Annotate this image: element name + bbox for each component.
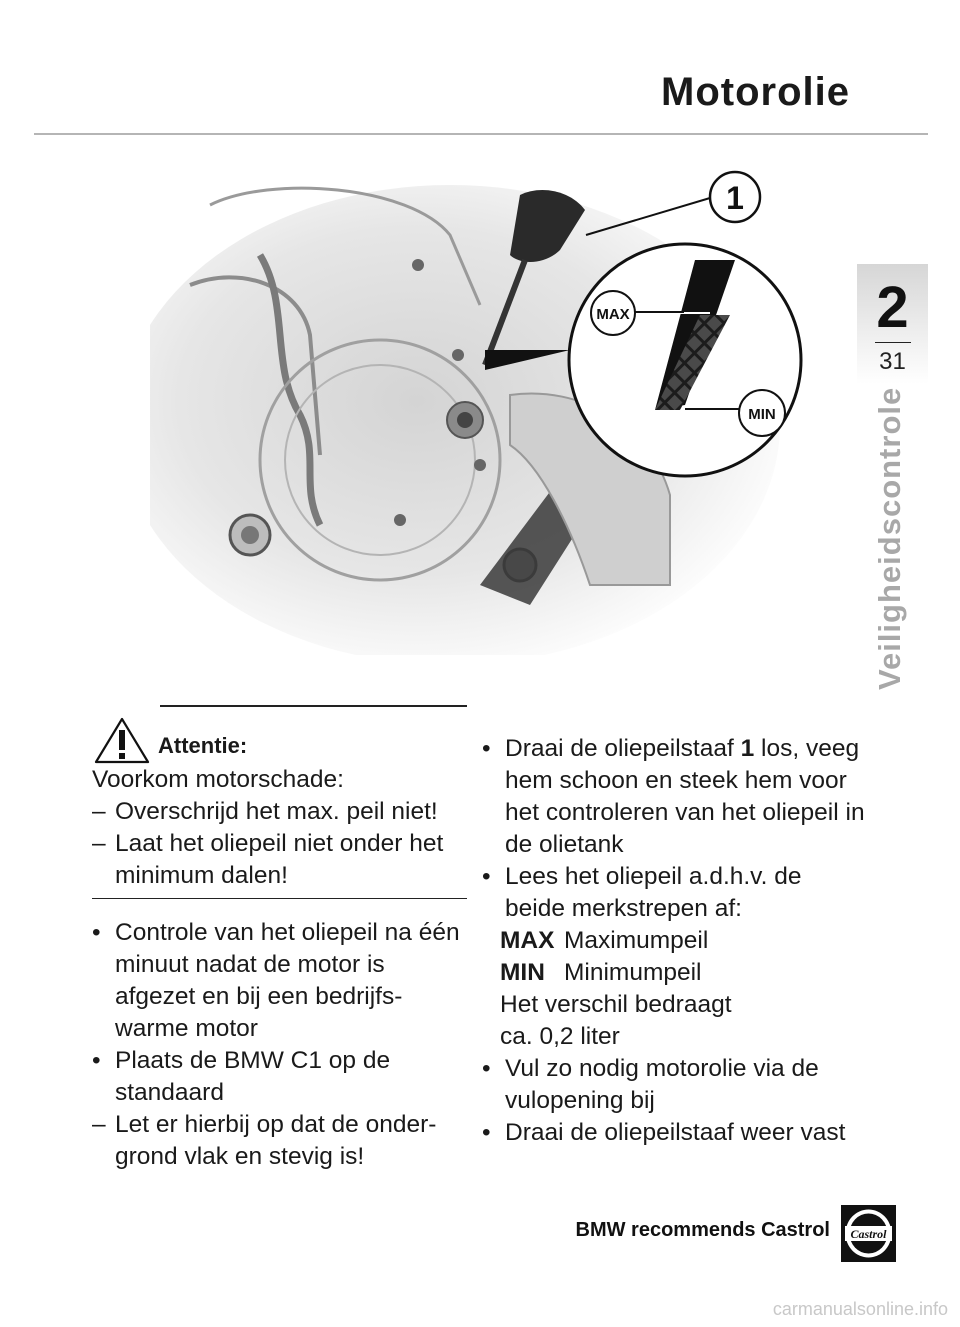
difference-line: Het verschil bedraagt (500, 991, 732, 1018)
title-divider (34, 133, 928, 135)
step-item: – Let er hierbij op dat de onder- grond vlak en stevig is! (92, 1111, 437, 1170)
step-item: • Vul zo nodig motorolie via de vulopening bij (482, 1055, 819, 1114)
min-label: MIN (748, 406, 776, 423)
chapter-number: 2 (876, 275, 909, 340)
step-item: • Draai de oliepeilstaaf weer vast (482, 1119, 846, 1146)
page-title: Motorolie (661, 70, 850, 114)
chapter-divider (875, 342, 911, 343)
engine-dipstick-illustration (150, 165, 840, 655)
attention-item: – Overschrijd het max. peil niet! (92, 797, 438, 825)
difference-value: ca. 0,2 liter (500, 1023, 620, 1050)
section-label: Veiligheidscontrole (872, 386, 907, 690)
chapter-tab (857, 264, 928, 384)
part-reference: 1 (740, 735, 755, 762)
castrol-logo (841, 1205, 896, 1262)
page-number: 31 (879, 348, 906, 375)
step-item: • Controle van het oliepeil na één minuut nadat de motor is afgezet en bij een bedrijfs- warme motor (92, 919, 460, 1042)
right-column (482, 733, 867, 1149)
attention-item: – Laat het oliepeil niet onder het minimum dalen! (92, 829, 444, 889)
left-column (92, 705, 467, 1173)
step-item: • Plaats de BMW C1 op de standaard (92, 1047, 391, 1106)
step-item: • Lees het oliepeil a.d.h.v. de beide merkstrepen af: (482, 863, 802, 922)
max-label: MAX (596, 306, 630, 323)
attention-top-rule (160, 705, 467, 707)
legend-row-max: MAX Maximumpeil (500, 927, 709, 954)
watermark: carmanualsonline.info (772, 1299, 948, 1319)
castrol-logo-text: Castrol (850, 1227, 887, 1241)
attention-title: Attentie: (158, 732, 248, 758)
attention-intro: Voorkom motorschade: (92, 765, 344, 793)
step-item: • Draai de oliepeilstaaf 1 los, veeg hem schoon en steek hem voor het controleren van het oliepeil in de olietank (482, 735, 865, 858)
callout-number: 1 (726, 180, 744, 216)
attention-header (92, 710, 467, 764)
legend-row-min: MIN Minimumpeil (500, 959, 702, 986)
warning-icon (92, 716, 152, 764)
footer-brand: BMW recommends Castrol (575, 1219, 830, 1241)
